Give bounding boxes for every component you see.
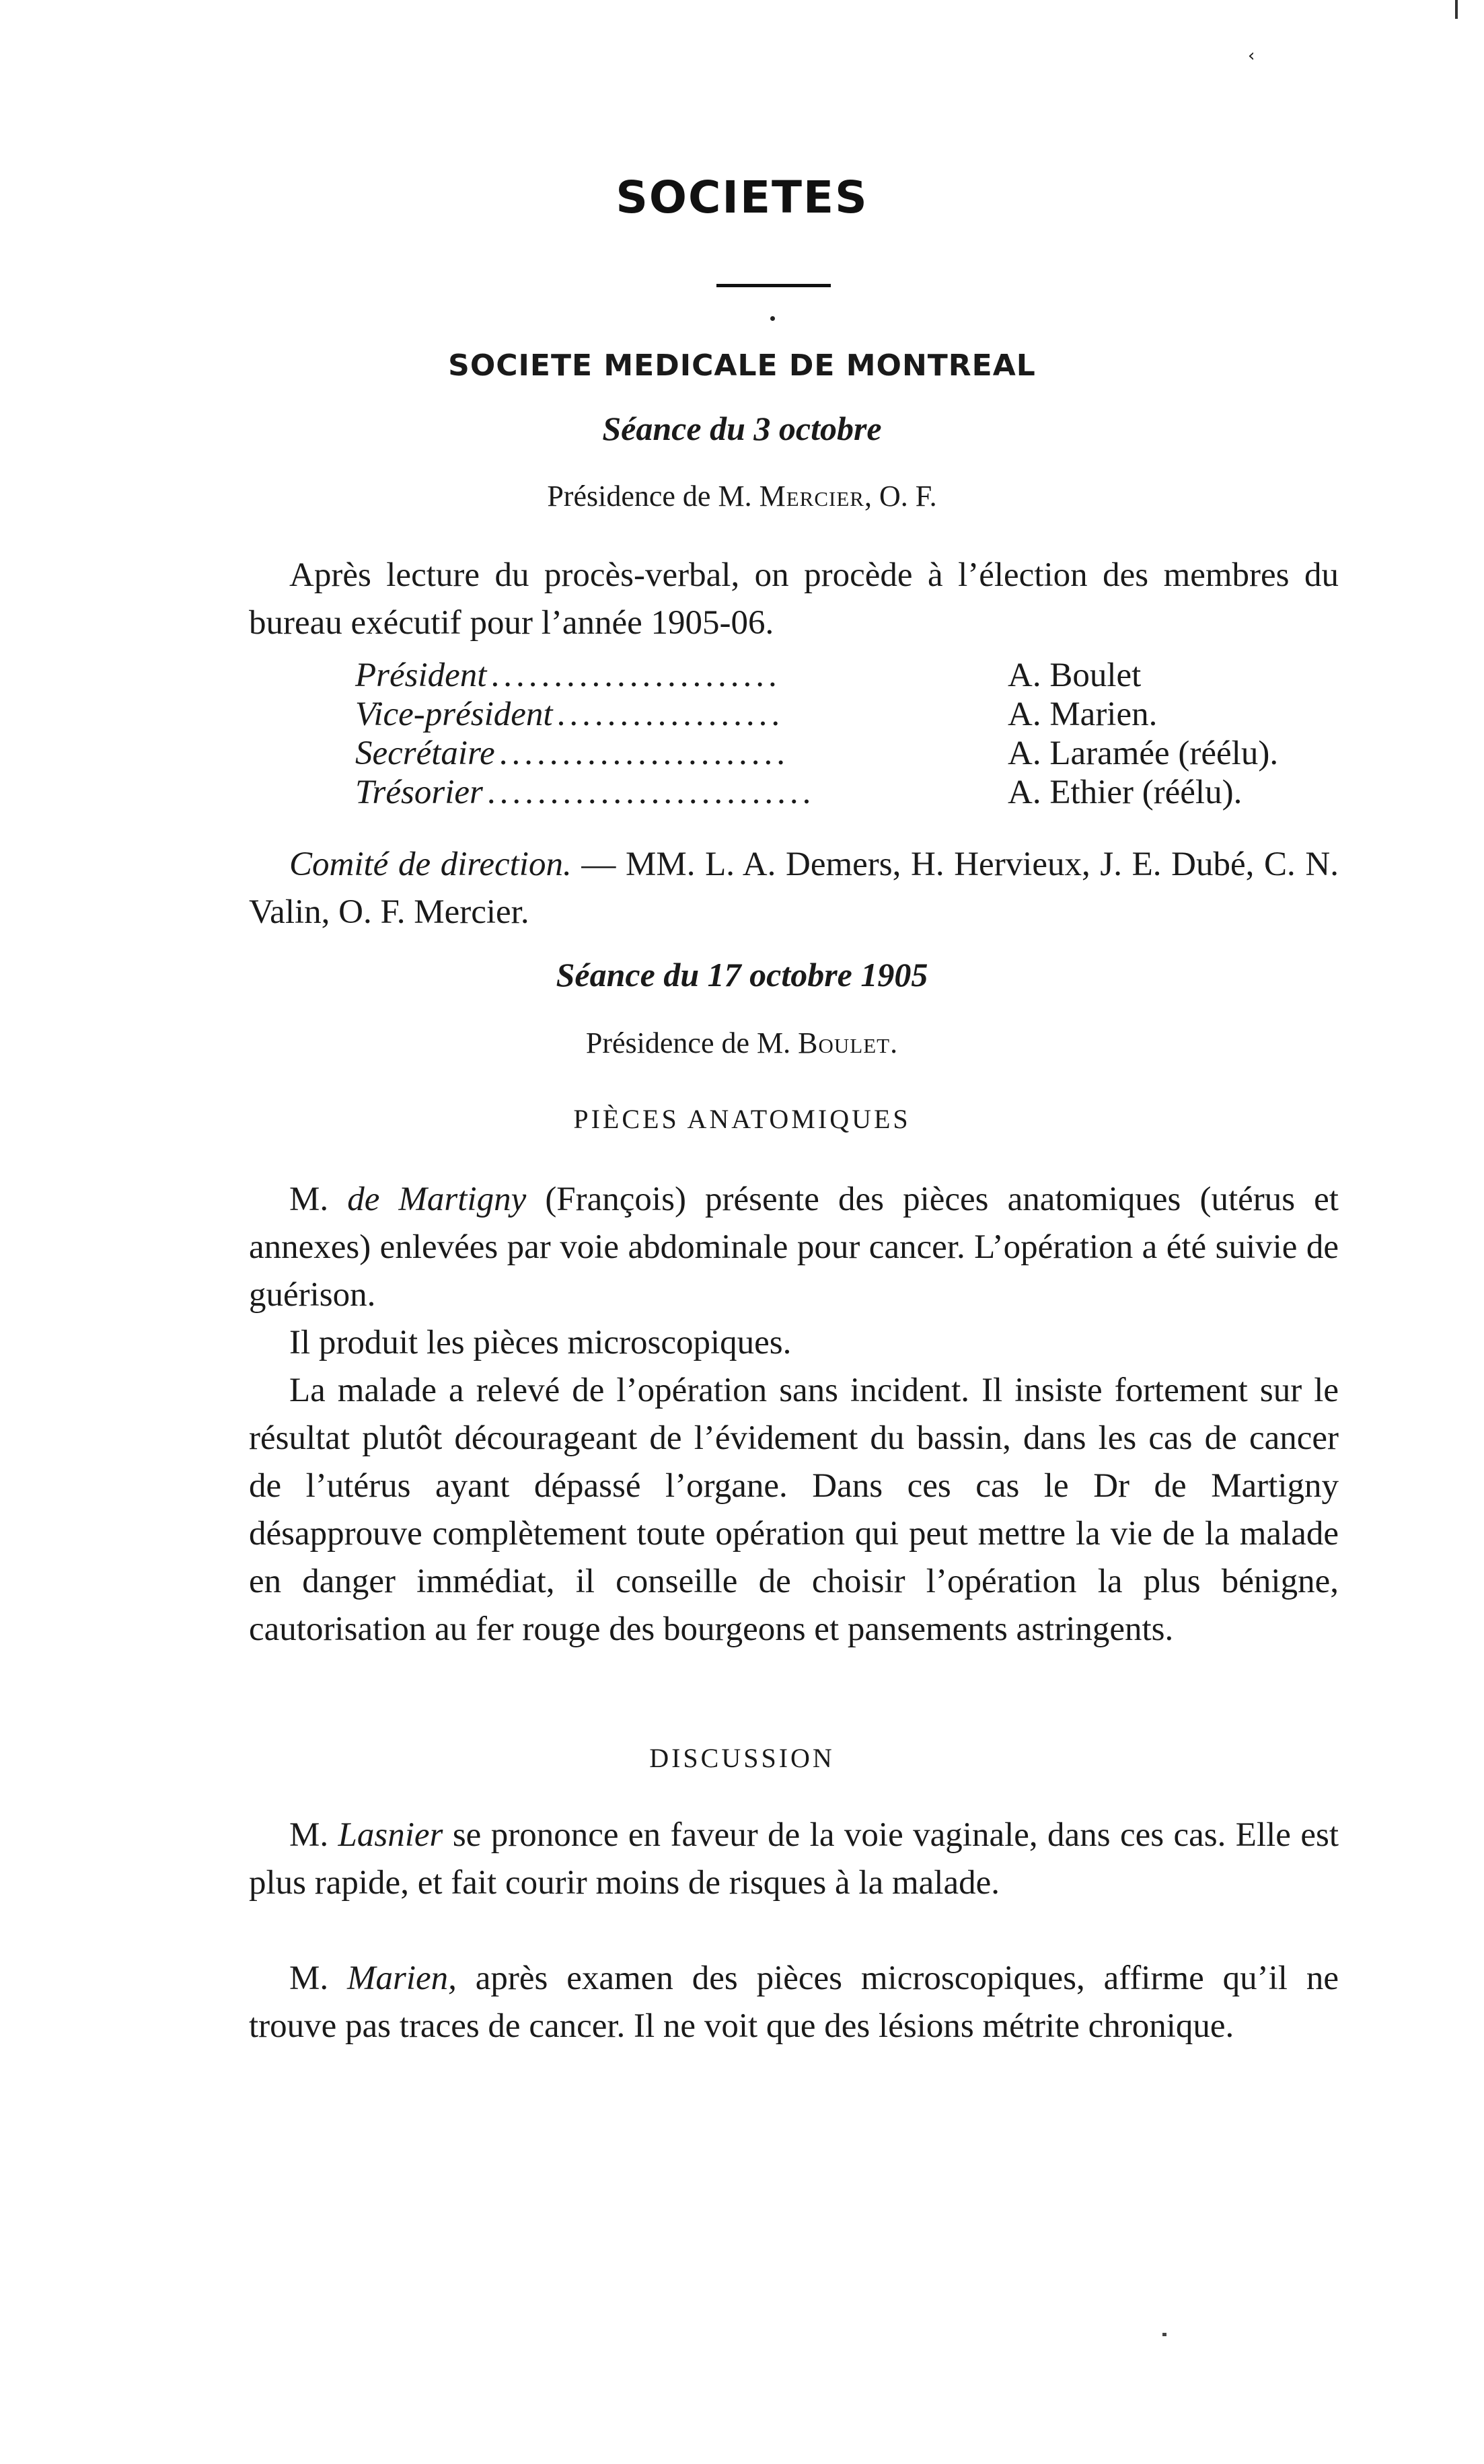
leader-dots: ....................... (490, 657, 781, 694)
top-corner-glyph: ‹ (1248, 46, 1255, 66)
seance-1-presidence (0, 479, 1484, 513)
officer-name: A. Boulet (1008, 657, 1142, 694)
title-rule (716, 284, 831, 287)
officer-role: Trésorier (355, 774, 483, 811)
discussion-paragraph-1 (249, 1812, 1339, 1907)
discussion-p2-prefix: M. (289, 1959, 347, 1997)
discussion-p2-text: après examen des pièces microscopiques, affirme qu’il ne trouve pas traces de cancer. Il ne voit que des lésions métrite chronique. (249, 1959, 1339, 2045)
officers-list (355, 656, 1310, 812)
comite-text: — MM. L. A. Demers, H. Hervieux, J. E. Dubé, C. N. Valin, O. F. Mercier. (249, 846, 1339, 931)
discussion-paragraph-2 (249, 1955, 1339, 2050)
title-dot (770, 316, 775, 321)
officer-name: A. Laramée (réélu). (1008, 735, 1279, 772)
presidence-name: Boulet. (798, 1026, 899, 1059)
society-title: SOCIETE MEDICALE DE MONTREAL (448, 348, 1036, 383)
discussion-p1-prefix: M. (289, 1816, 338, 1854)
seance-2-presidence (0, 1026, 1484, 1060)
officer-name: A. Marien. (1008, 696, 1158, 733)
presidence-name: Mercier (759, 480, 864, 513)
pieces-p1-text: (François) présente des pièces anatomiques (utérus et annexes) enlevées par voie abdominale pour cancer. L’opération a été suivie de guérison. (249, 1181, 1339, 1314)
page-corner-mark (1455, 0, 1458, 19)
officer-row-tresorier (355, 773, 1310, 812)
section-heading-discussion: DISCUSSION (649, 1743, 835, 1773)
discussion-p1-name: Lasnier (338, 1816, 443, 1854)
comite-direction (249, 841, 1339, 936)
presidence-prefix: Présidence de M. (585, 1026, 791, 1059)
officer-row-secretaire (355, 734, 1310, 773)
officer-role: Vice-président (355, 696, 553, 733)
officer-role: Président (355, 657, 487, 694)
officer-row-president (355, 656, 1310, 695)
pieces-p1-prefix: M. (289, 1181, 348, 1218)
page-title: SOCIETES (616, 172, 868, 223)
section-heading-pieces: PIÈCES ANATOMIQUES (573, 1104, 911, 1134)
comite-label: Comité de direction. (289, 846, 572, 883)
pieces-paragraph-1 (249, 1176, 1339, 1319)
leader-dots: ....................... (498, 735, 789, 772)
leader-dots: .................. (556, 696, 784, 733)
pieces-p1-name: de Martigny (347, 1181, 527, 1218)
seance-1-title: Séance du 3 octobre (602, 410, 882, 447)
seance-2-title: Séance du 17 octobre 1905 (556, 956, 928, 994)
presidence-suffix: , O. F. (864, 480, 937, 513)
discussion-p1-text: se prononce en faveur de la voie vaginale, dans ces cas. Elle est plus rapide, et fait courir moins de risques à la malade. (249, 1816, 1339, 1902)
presidence-prefix: Présidence de M. (547, 480, 752, 513)
stray-ink-mark (1162, 2333, 1166, 2336)
officer-row-vice-president (355, 695, 1310, 734)
seance-1-intro: Après lecture du procès-verbal, on procède à l’élection des membres du bureau exécutif pour l’année 1905-06. (249, 556, 1339, 642)
officer-role: Secrétaire (355, 735, 495, 772)
officer-name: A. Ethier (réélu). (1008, 774, 1242, 811)
leader-dots: .......................... (486, 774, 815, 811)
pieces-paragraph-3: La malade a relevé de l’opération sans incident. Il insiste fortement sur le résultat plutôt décourageant de l’évidement du bassin, dans les cas de cancer de l’utérus ayant dépassé l’organe. Dans ces cas le Dr de Martigny désapprouve complètement toute opération qui peut mettre la vie de la malade en danger immédiat, il conseille de choisir l’opération la plus bénigne, cautorisation au fer rouge des bourgeons et pansements astringents. (249, 1372, 1339, 1648)
discussion-p2-name: Marien, (346, 1959, 457, 1997)
pieces-paragraph-2: Il produit les pièces microscopiques. (289, 1324, 792, 1361)
